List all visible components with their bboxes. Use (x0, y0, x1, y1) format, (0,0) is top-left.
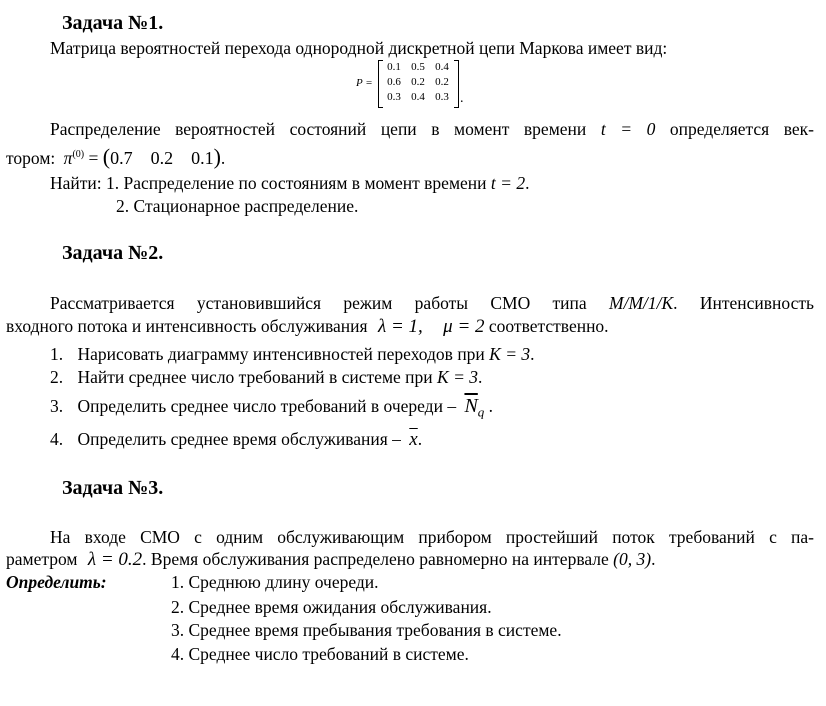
item-text: Определить среднее время обслуживания – (77, 429, 401, 449)
item-var: K = 3 (437, 367, 478, 387)
matrix-cell: 0.1 (387, 61, 401, 73)
line2-mid: . Время обслуживания распределено равномерно на интервале (142, 549, 609, 569)
task2-item-4 (50, 428, 422, 451)
matrix-cell: 0.2 (435, 76, 449, 88)
task3-item-1: 1. Среднюю длину очереди. (171, 572, 379, 592)
matrix-label: P = (356, 77, 373, 89)
find-1-end: . (525, 173, 530, 193)
line2-end: . (651, 549, 656, 569)
item-number: 2. (50, 367, 64, 387)
task1-title: Задача №1. (62, 12, 164, 34)
task2-title: Задача №2. (62, 242, 164, 264)
item-end: . (530, 344, 535, 364)
item-number: 3. (50, 396, 64, 416)
matrix-right-bracket (454, 60, 459, 108)
item-end: . (488, 396, 494, 416)
find-1-text: Найти: 1. Распределение по состояниям в момент времени (50, 173, 487, 193)
item-number: 4. (50, 429, 64, 449)
item-end: . (478, 367, 483, 387)
task2-line1 (50, 292, 814, 314)
task2-item-1 (50, 343, 535, 365)
mu-value: μ = 2 (443, 316, 485, 337)
t-zero: t = 0 (600, 119, 656, 139)
pi-equals: = (88, 147, 99, 168)
task3-item-3: 3. Среднее время пребывания требования в системе. (171, 620, 562, 640)
item-text: Нарисовать диаграмму интенсивностей переходов при (77, 344, 485, 364)
dist-text-end: определяется век- (669, 119, 814, 139)
queue-length-symbol: $\overline{N}$ (464, 395, 478, 417)
task3-line2 (6, 548, 655, 571)
task1-dist-line2 (6, 144, 225, 169)
vector-label: тором: (6, 147, 56, 168)
line2-end: соответственно. (488, 316, 609, 336)
task1-dist-line1 (50, 118, 814, 140)
vector-open-paren: ( (102, 143, 111, 169)
item-var: K = 3 (489, 344, 531, 364)
task1-find-1 (50, 172, 529, 194)
lambda-value: λ = 0.2 (87, 549, 143, 570)
pi-symbol: π (63, 147, 73, 168)
initial-vector: 0.7 0.2 0.1 (110, 147, 214, 168)
line2-text: входного потока и интенсивность обслуживания (6, 316, 368, 336)
define-label: Определить: (6, 572, 107, 592)
matrix-cell: 0.2 (411, 76, 425, 88)
item-number: 1. (50, 344, 64, 364)
task1-intro: Матрица вероятностей перехода однородной дискретной цепи Маркова имеет вид: (50, 38, 668, 58)
queue-length-subscript: q (477, 404, 485, 420)
matrix-cell: 0.6 (387, 76, 401, 88)
task3-item-2: 2. Среднее время ожидания обслуживания. (171, 597, 492, 617)
matrix-cells (382, 60, 454, 105)
lambda-value: λ = 1, (377, 316, 423, 337)
task2-item-3 (50, 395, 493, 424)
t-two: t = 2 (490, 173, 526, 193)
task3-title: Задача №3. (62, 477, 164, 499)
matrix-cell: 0.3 (387, 91, 401, 103)
matrix-cell: 0.4 (411, 91, 425, 103)
task2-item-2 (50, 366, 482, 388)
interval: (0, 3) (613, 549, 652, 569)
line2-text: раметром (6, 549, 78, 569)
dist-text: Распределение вероятностей состояний цепи в момент времени (50, 119, 587, 139)
matrix-cell: 0.5 (411, 61, 425, 73)
line1-end: . Интенсивность (673, 293, 814, 313)
task3-line1: На входе СМО с одним обслуживающим прибором простейший поток требований с па- (50, 527, 814, 547)
vector-end: . (220, 147, 226, 168)
task3-item-4: 4. Среднее число требований в системе. (171, 644, 469, 664)
transition-matrix (356, 58, 466, 110)
service-time-symbol: $\overline{x}$ (409, 429, 418, 450)
item-text: Найти среднее число требований в системе при (77, 367, 433, 387)
item-text: Определить среднее число требований в очереди – (77, 396, 457, 416)
matrix-cell: 0.3 (435, 91, 449, 103)
task1-find-2: 2. Стационарное распределение. (116, 196, 359, 216)
item-end: . (417, 429, 423, 449)
pi-superscript: (0) (72, 149, 85, 160)
queue-model: M/M/1/K (609, 293, 674, 313)
task2-line2 (6, 315, 609, 338)
matrix-end: . (460, 91, 464, 106)
matrix-cell: 0.4 (435, 61, 449, 73)
vector-close-paren: ) (213, 143, 221, 169)
line1-text: Рассматривается установившийся режим работы СМО типа (50, 293, 587, 313)
